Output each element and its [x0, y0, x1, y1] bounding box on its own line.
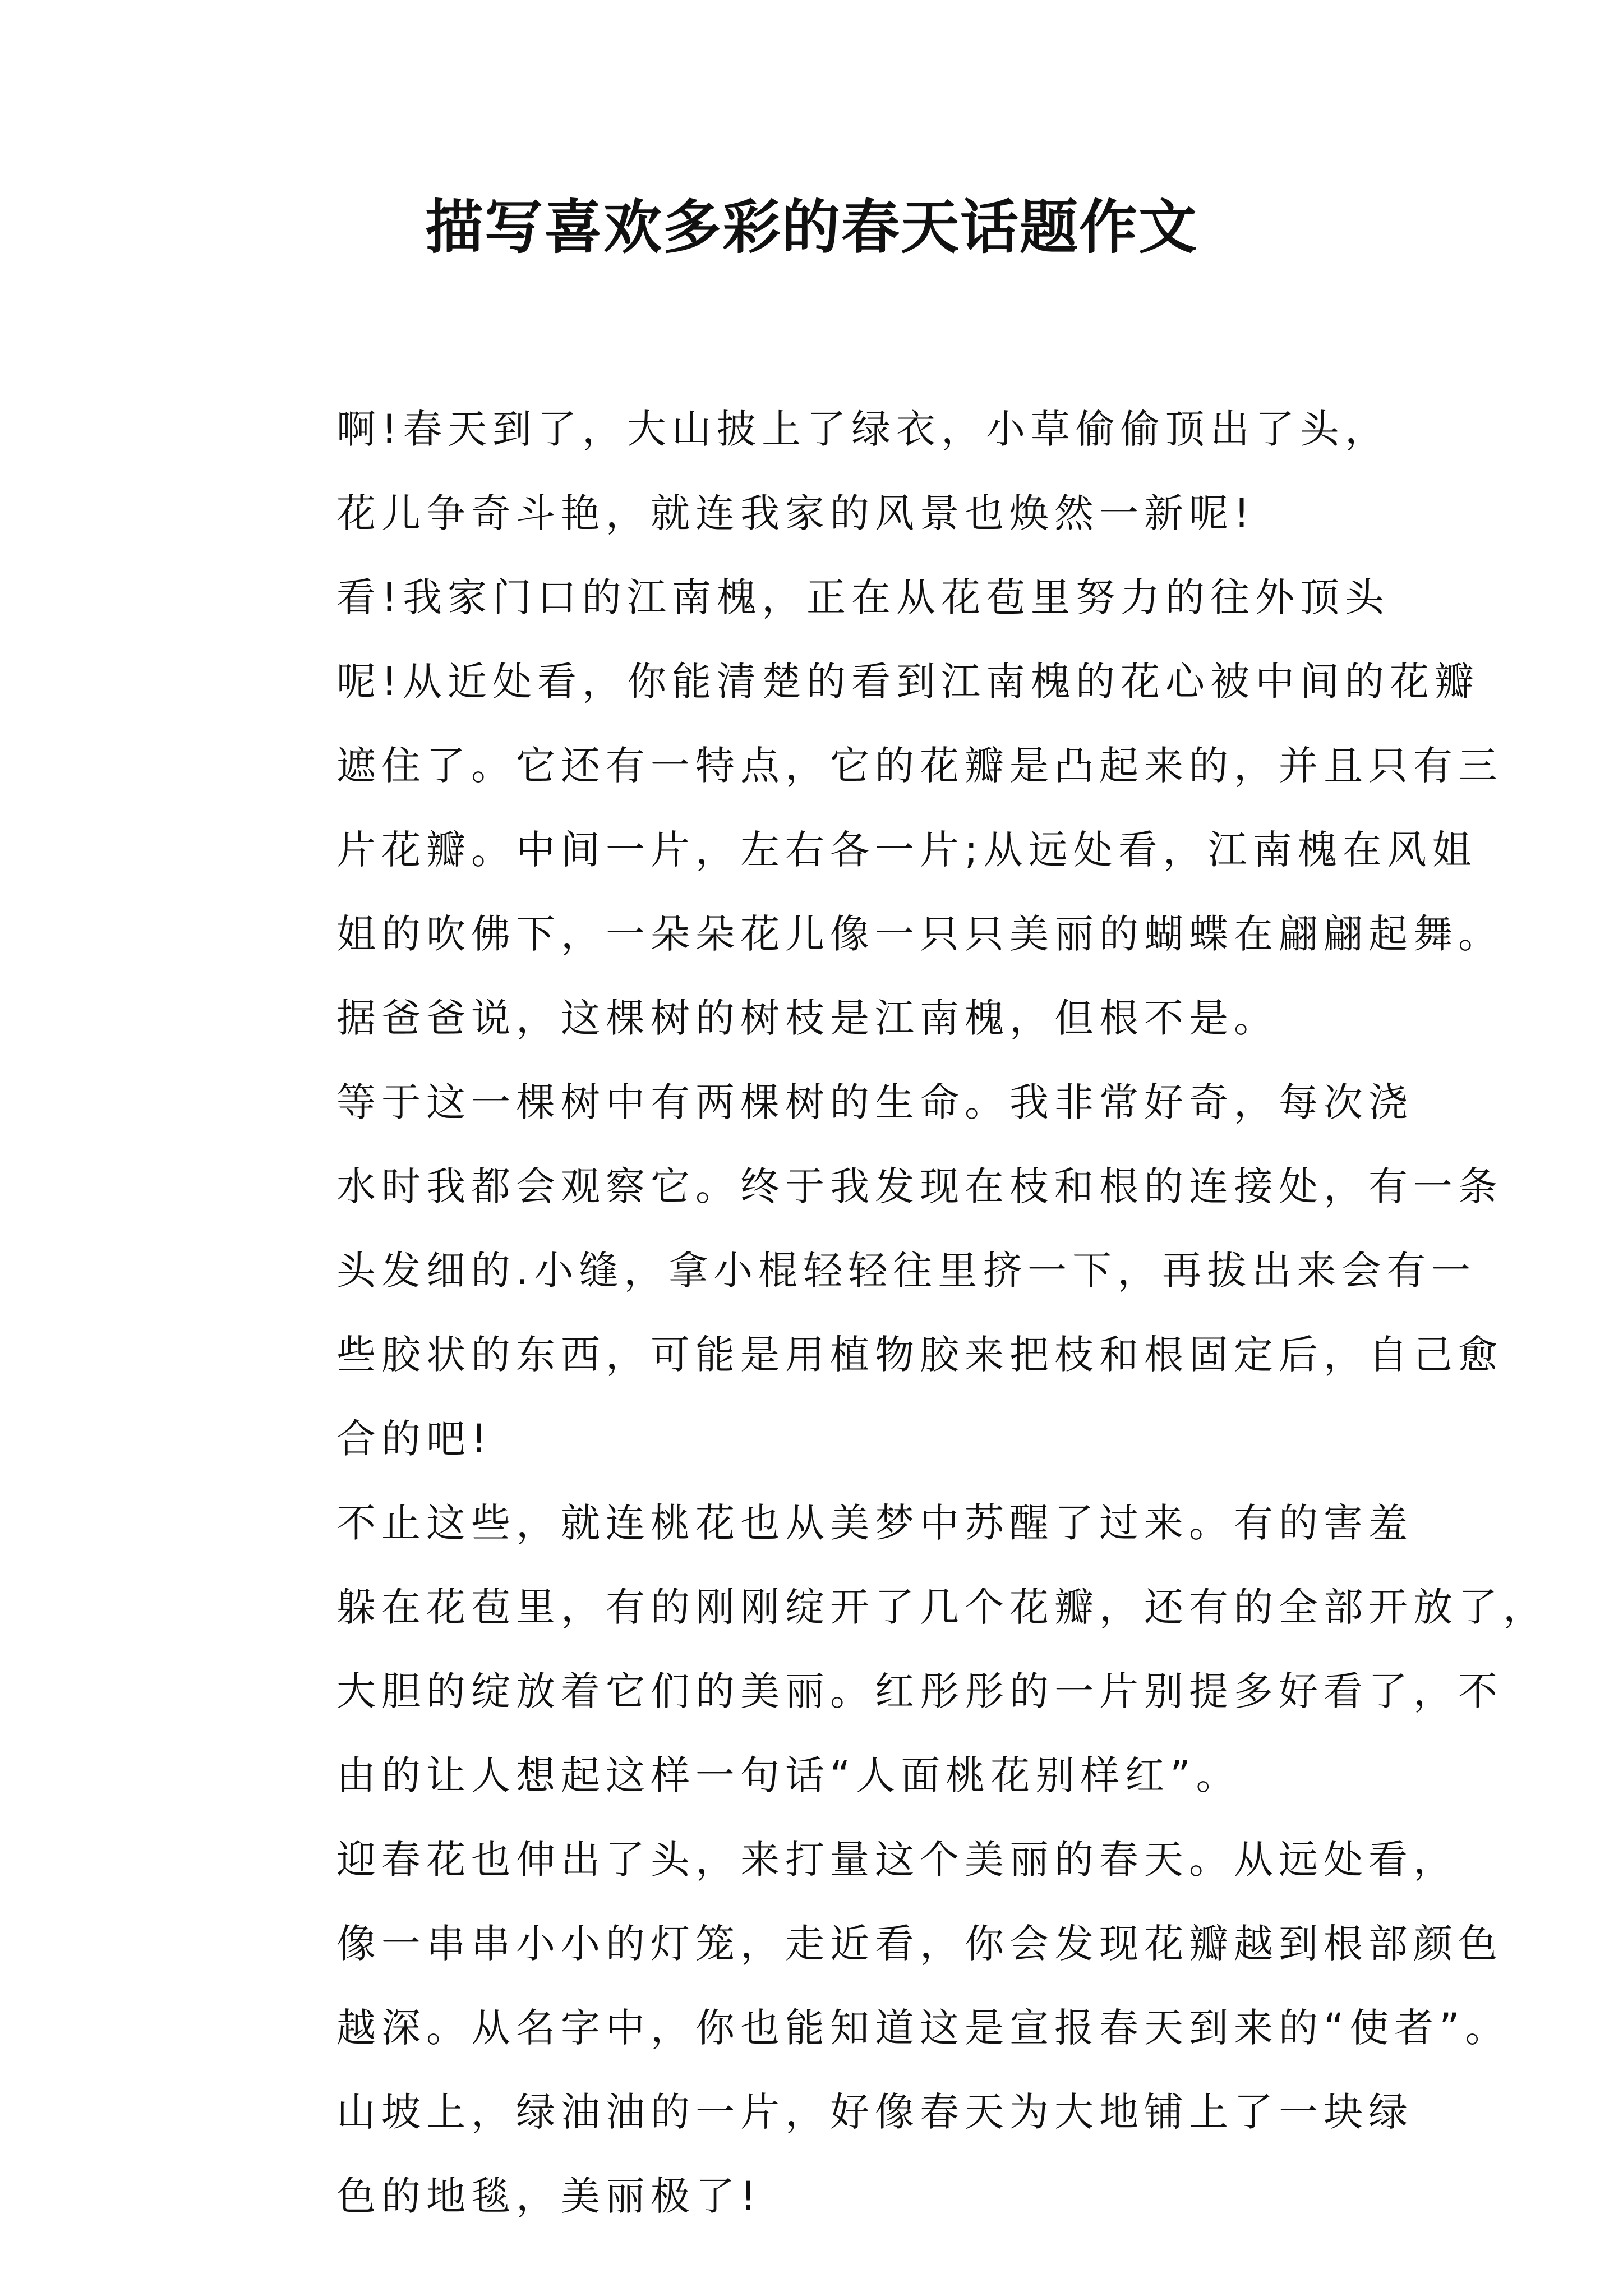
text-line: 迎春花也伸出了头，来打量这个美丽的春天。从远处看， — [336, 1837, 1458, 1883]
paragraph-6 — [247, 2070, 1413, 2238]
text-line: 像一串串小小的灯笼，走近看，你会发现花瓣越到根部颜色 — [336, 1921, 1503, 1967]
text-line: 姐的吹佛下，一朵朵花儿像一只只美丽的蝴蝶在翩翩起舞。 — [336, 911, 1503, 957]
text-line: 色的地毯，美丽极了! — [336, 2173, 762, 2219]
text-line: 不止这些，就连桃花也从美梦中苏醒了过来。有的害羞 — [336, 1500, 1413, 1546]
paragraph-3 — [247, 1060, 1503, 1481]
text-line: 遮住了。它还有一特点，它的花瓣是凸起来的，并且只有三 — [336, 743, 1503, 789]
text-line: 山坡上，绿油油的一片，好像春天为大地铺上了一块绿 — [336, 2089, 1413, 2135]
text-line: 啊!春天到了，大山披上了绿衣，小草偷偷顶出了头， — [336, 406, 1390, 452]
text-line: 由的让人想起这样一句话“人面桃花别样红”。 — [336, 1752, 1241, 1798]
text-line: 等于这一棵树中有两棵树的生命。我非常好奇，每次浇 — [336, 1079, 1413, 1125]
text-line: 头发细的.小缝，拿小棍轻轻往里挤一下，再拔出来会有一 — [336, 1248, 1477, 1294]
document-body — [247, 387, 1548, 2238]
text-line: 大胆的绽放着它们的美丽。红彤彤的一片别提多好看了，不 — [336, 1668, 1503, 1714]
text-line: 合的吧! — [336, 1416, 493, 1462]
text-line: 花儿争奇斗艳，就连我家的风景也焕然一新呢! — [336, 490, 1256, 536]
text-line: 水时我都会观察它。终于我发现在枝和根的连接处，有一条 — [336, 1163, 1503, 1209]
paragraph-4 — [247, 1481, 1548, 1818]
text-line: 越深。从名字中，你也能知道这是宣报春天到来的“使者”。 — [336, 2005, 1510, 2051]
paragraph-1 — [247, 387, 1390, 555]
paragraph-2 — [247, 555, 1503, 1060]
text-line: 躲在花苞里，有的刚刚绽开了几个花瓣，还有的全部开放了， — [336, 1584, 1548, 1630]
text-line: 看!我家门口的江南槐，正在从花苞里努力的往外顶头 — [336, 574, 1390, 620]
text-line: 据爸爸说，这棵树的树枝是江南槐，但根不是。 — [336, 995, 1279, 1041]
paragraph-5 — [247, 1818, 1510, 2070]
text-line: 呢!从近处看，你能清楚的看到江南槐的花心被中间的花瓣 — [336, 659, 1480, 705]
text-line: 片花瓣。中间一片，左右各一片;从远处看，江南槐在风姐 — [336, 827, 1477, 873]
text-line: 些胶状的东西，可能是用植物胶来把枝和根固定后，自己愈 — [336, 1332, 1503, 1378]
document-title: 描写喜欢多彩的春天话题作文 — [425, 192, 1198, 261]
